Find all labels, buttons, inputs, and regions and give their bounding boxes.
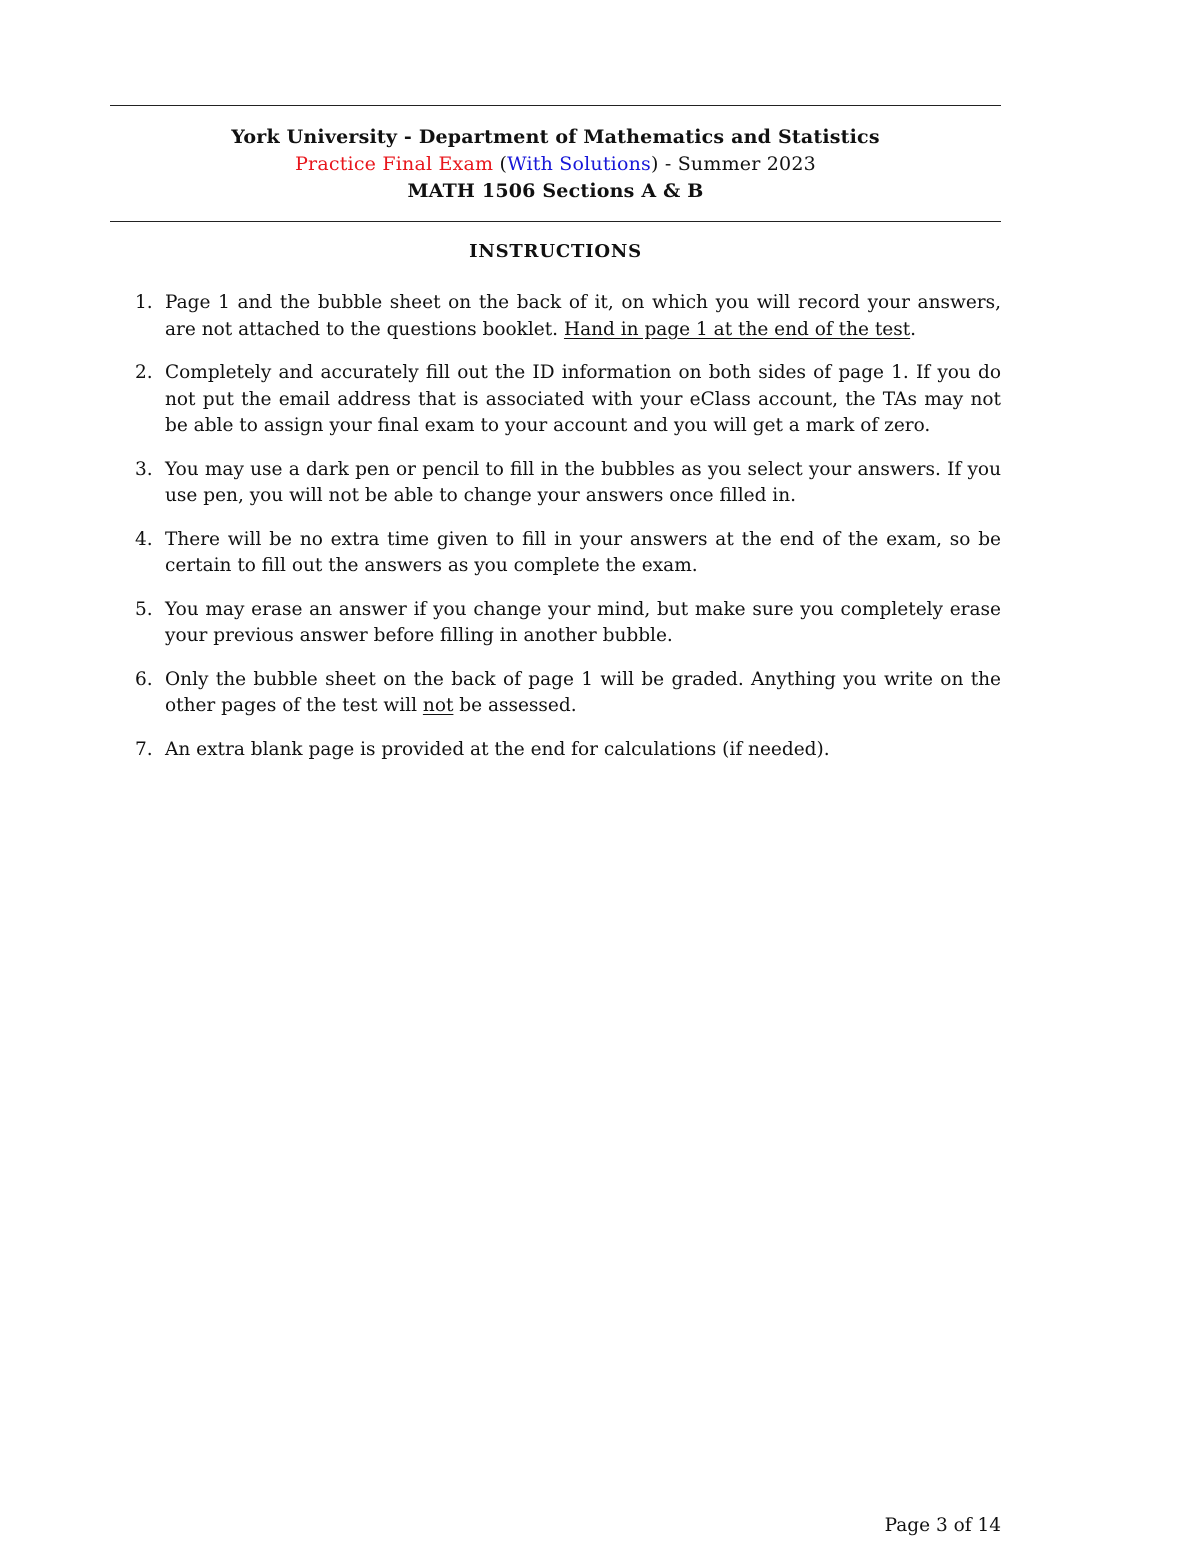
item-underlined-text: Hand in page 1 at the end of the test bbox=[563, 318, 911, 340]
term-label: - Summer 2023 bbox=[658, 153, 816, 175]
header-top-rule bbox=[110, 105, 1001, 106]
item-underlined-text: not bbox=[422, 695, 454, 716]
university-line: York University - Department of Mathematics and Statistics bbox=[231, 126, 880, 148]
instruction-item bbox=[110, 667, 1001, 720]
paren-open: ( bbox=[493, 153, 508, 175]
instruction-item bbox=[110, 527, 1001, 580]
instruction-item bbox=[110, 457, 1001, 510]
item-text: An extra blank page is provided at the end for calculations (if needed). bbox=[165, 738, 830, 760]
item-number: 6. bbox=[135, 668, 153, 690]
item-number: 3. bbox=[135, 458, 153, 480]
item-text: Completely and accurately fill out the ID information on both sides of page 1. If you do not put the email address that is associated with your eClass account, the TAs may not be able to assign your final exam to your account and you will get a mark of zero. bbox=[165, 362, 1001, 436]
solutions-label: With Solutions bbox=[507, 153, 651, 175]
instructions-list bbox=[110, 290, 1001, 780]
instruction-item bbox=[110, 360, 1001, 440]
item-text: You may erase an answer if you change your mind, but make sure you completely erase your previous answer before filling in another bubble. bbox=[165, 598, 1001, 646]
item-text-after: be assessed. bbox=[453, 695, 577, 716]
item-text: You may use a dark pen or pencil to fill in the bubbles as you select your answers. If you use pen, you will not be able to change your answers once filled in. bbox=[165, 458, 1001, 506]
item-number: 7. bbox=[135, 738, 153, 760]
item-number: 1. bbox=[135, 292, 153, 313]
item-text: There will be no extra time given to fill in your answers at the end of the exam, so be certain to fill out the answers as you complete the exam. bbox=[165, 528, 1001, 576]
item-number: 2. bbox=[135, 362, 153, 383]
page-number: Page 3 of 14 bbox=[884, 1515, 1001, 1536]
item-text: Only the bubble sheet on the back of page 1 will be graded. Anything you write on the other pages of the test will bbox=[165, 668, 1001, 716]
header-bottom-rule bbox=[110, 221, 1001, 222]
course-line: MATH 1506 Sections A & B bbox=[407, 180, 704, 202]
item-number: 4. bbox=[135, 528, 153, 550]
instructions-title: INSTRUCTIONS bbox=[469, 241, 642, 262]
instruction-item bbox=[110, 290, 1001, 343]
instruction-item bbox=[110, 737, 1001, 764]
item-text-after: . bbox=[910, 318, 917, 340]
paren-close: ) bbox=[650, 153, 659, 175]
exam-title-line bbox=[110, 151, 1001, 178]
exam-title: Practice Final Exam bbox=[295, 153, 494, 175]
instruction-item bbox=[110, 597, 1001, 650]
exam-header bbox=[110, 124, 1001, 205]
item-text: Page 1 and the bubble sheet on the back of it, on which you will record your answers, are not attached to the questions booklet. bbox=[165, 292, 1001, 340]
item-number: 5. bbox=[135, 598, 153, 620]
